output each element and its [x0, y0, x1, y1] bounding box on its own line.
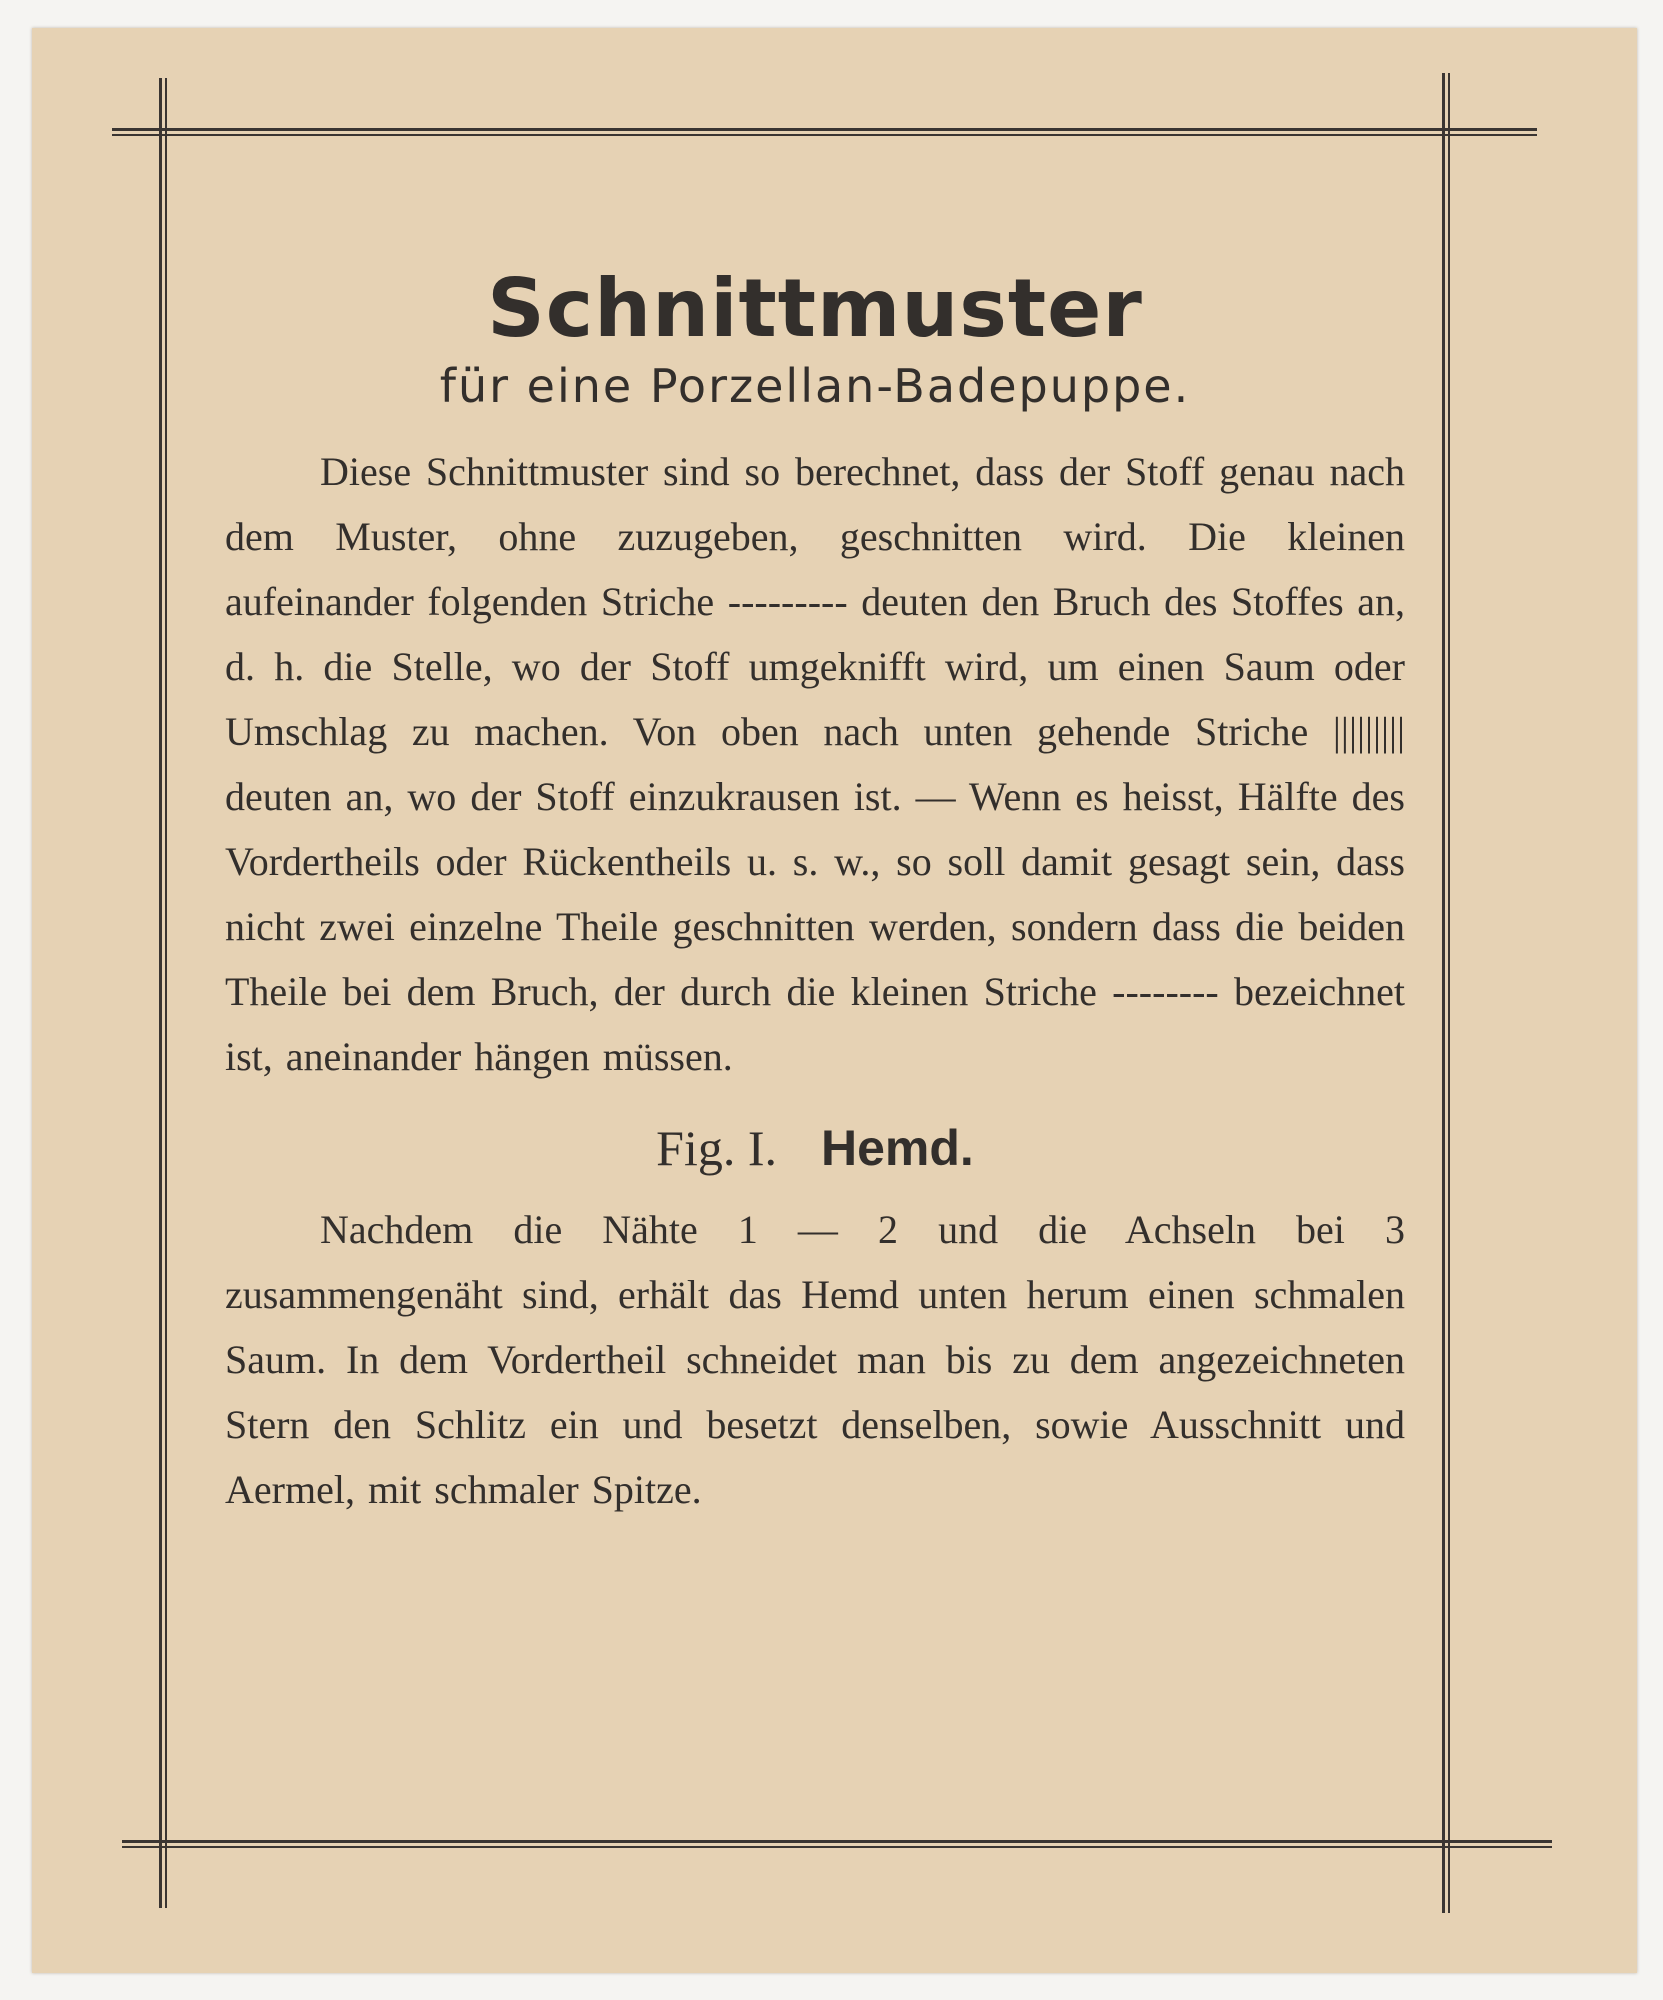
- figure-label: Fig. I.: [656, 1120, 778, 1176]
- figure-heading: [225, 1119, 1405, 1177]
- figure-paragraph: Nachdem die Nähte 1 — 2 und die Achseln bei 3 zusammengenäht sind, erhält das Hemd unten herum einen schmalen Saum. In dem Vordertheil schneidet man bis zu dem angezeichneten Stern den Schlitz ein und besetzt denselben, sowie Ausschnitt und Aermel, mit schmaler Spitze.: [225, 1207, 1405, 1512]
- page-title: Schnittmuster: [487, 262, 1143, 355]
- frame-bottom-rule: [122, 1840, 1552, 1848]
- frame-right-rule: [1442, 73, 1450, 1913]
- intro-paragraph: Diese Schnittmuster sind so berechnet, dass der Stoff genau nach dem Muster, ohne zuzugeben, geschnitten wird. Die kleinen aufeinander folgenden Striche --------- deuten den Bruch des Stoffes an, d. h. die Stelle, wo der Stoff umgeknifft wird, um einen Saum oder Umschlag zu machen. Von oben nach unten gehende Striche ||||||||| deuten an, wo der Stoff einzukrausen ist. — Wenn es heisst, Hälfte des Vordertheils oder Rückentheils u. s. w., so soll damit gesagt sein, dass nicht zwei einzelne Theile geschnitten werden, sondern dass die beiden Theile bei dem Bruch, der durch die kleinen Striche -------- bezeichnet ist, aneinander hängen müssen.: [225, 449, 1405, 1079]
- frame-top-rule: [112, 128, 1537, 136]
- figure-name: Hemd.: [821, 1120, 974, 1176]
- page-subtitle: für eine Porzellan-Badepuppe.: [439, 359, 1191, 413]
- document-body: [225, 262, 1405, 1522]
- frame-left-rule: [159, 78, 167, 1908]
